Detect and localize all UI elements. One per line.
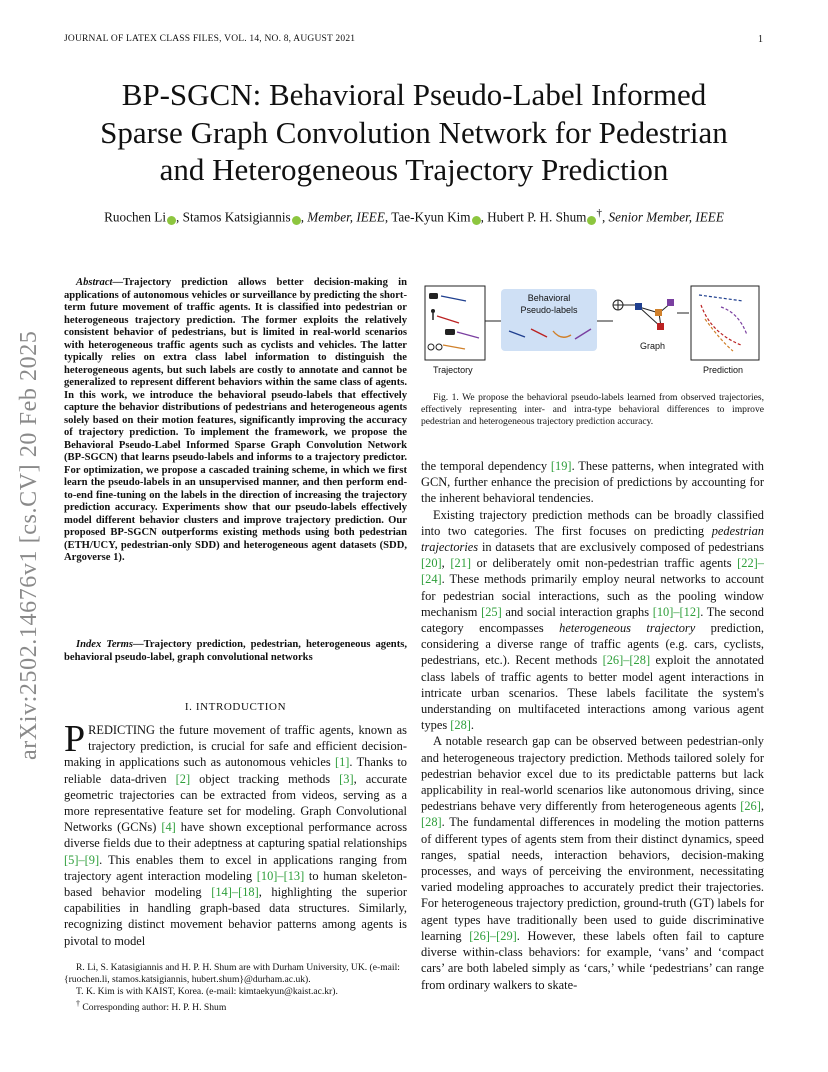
footnote xyxy=(64,998,407,1014)
index-terms-label: Index Terms xyxy=(76,639,134,650)
corresponding-mark: † xyxy=(596,207,602,219)
text-run: the future movement of traffic agents, known as trajectory prediction, is crucial for safe and efficient decision-making in applications such as autonomous vehicles xyxy=(64,723,407,770)
text-run: . The fundamental differences in modeling the motion patterns of different types of agents stem from their distinct dynamics, speed ranges, spatial needs, interaction behaviors, decision-making processes, and ways of perceiving the environment, necessitating varied modeling approaches to accurately predict their trajectories. For heterogeneous trajectory prediction, ground-truth (GT) labels for agent types have traditionally been used to guide discriminative learning xyxy=(421,815,764,943)
citation-link[interactable]: [2] xyxy=(175,771,191,786)
orcid-icon[interactable] xyxy=(472,216,481,225)
bicycle-icon xyxy=(428,344,434,350)
figure-caption: Fig. 1. We propose the behavioral pseudo-labels learned from observed trajectories, effectively representing inter- and intra-type behavioral differences to improve pedestrian and heterogeneous trajectory prediction accuracy. xyxy=(421,392,764,427)
text-run: . xyxy=(470,718,475,733)
text-run: . These methods primarily employ neural networks to account for pedestrian social interactions, such as the pooling window mechanism xyxy=(421,572,764,619)
paragraph xyxy=(421,733,764,992)
figure-label-trajectory: Trajectory xyxy=(433,365,473,375)
abstract xyxy=(64,277,407,565)
text-run: , highlighting the superior capabilities in handling graph-based data structures. Similarly, recognizing distinct movement behavior patterns among agents is pivotal to model xyxy=(64,885,407,948)
predicted-path xyxy=(705,319,733,351)
orcid-icon[interactable] xyxy=(292,216,301,225)
graph-node xyxy=(667,299,674,306)
graph-node xyxy=(657,323,664,330)
author-list: Ruochen Li , Stamos Katsigiannis , Member, IEEE, Tae-Kyun Kim , Hubert P. H. Shum †, Senior Member, IEEE xyxy=(104,207,724,225)
graph-node xyxy=(635,303,642,310)
text-run: . Thanks to reliable data-driven xyxy=(64,755,407,786)
citation-link[interactable]: [4] xyxy=(161,820,176,835)
citation-link[interactable]: [25] xyxy=(481,604,502,619)
citation-link[interactable]: [20] xyxy=(421,556,442,571)
intro-lead: REDICTING xyxy=(88,723,155,737)
citation-link[interactable]: [10]–[13] xyxy=(256,868,305,883)
figure-label-prediction: Prediction xyxy=(703,365,744,375)
title-line: and Heterogeneous Trajectory Prediction xyxy=(159,152,669,187)
pseudo-label-panel xyxy=(501,289,597,351)
text-run: . These patterns, when integrated with GCN, further enhance the precision of predictions by accounting for the inherent behavioral tendencies. xyxy=(421,459,764,506)
text-run: . The second category encompasses xyxy=(421,604,764,636)
text-run: and social interaction graphs xyxy=(501,604,653,619)
running-header: JOURNAL OF LATEX CLASS FILES, VOL. 14, NO. 8, AUGUST 2021 xyxy=(64,34,356,44)
author-role: Member, IEEE xyxy=(307,209,385,225)
arxiv-stamp: arXiv:2502.14676v1 [cs.CV] 20 Feb 2025 xyxy=(16,330,42,760)
bicycle-wheel xyxy=(436,344,442,350)
emphasis: heterogeneous trajectory xyxy=(559,621,696,636)
text-run: , xyxy=(441,556,451,571)
intro-paragraph xyxy=(64,718,408,949)
index-terms xyxy=(64,639,407,664)
citation-link[interactable]: [26] xyxy=(740,799,761,814)
emphasis: pedestrian trajectories xyxy=(421,523,764,555)
text-run: , xyxy=(760,799,764,814)
graph-panel xyxy=(635,299,674,351)
graph-node xyxy=(655,309,662,316)
paragraph xyxy=(421,507,764,734)
predicted-path xyxy=(721,307,747,335)
text-run: prediction, considering a diverse range of traffic agents (e.g. cars, cyclists, pedestrians, etc.). Recent methods xyxy=(421,621,764,668)
right-column-body xyxy=(421,458,764,993)
abstract-text: —Trajectory prediction allows better decision-making in applications of autonomous vehicles or surveillance by predicting the short-term future movement of traffic agents. It is classified into pedestrian or heterogeneous trajectory prediction. The former exploits the relatively consistent behavior of pedestrians, but is limited in real-world scenarios with heterogeneous traffic agents such as cyclists and vehicles. The latter typically relies on extra class label information to distinguish the heterogeneous agents, but such labels are costly to annotate and cannot be generalized to represent different behaviors within the same class of agents. In this work, we introduce the behavioral pseudo-labels that effectively capture the behavior distributions of pedestrians and heterogeneous agents solely based on their motion features, significantly improving the accuracy of trajectory prediction. To implement the framework, we propose the Behavioral Pseudo-Label Informed Sparse Graph Convolution Network (BP-SGCN) that learns pseudo-labels and informs to a trajectory predictor. For optimization, we propose a cascaded training scheme, in which we first learn the pseudo-labels in an unsupervised manner, and then perform end-to-end fine-tuning on the labels in the direction of increasing the trajectory prediction accuracy. Experiments show that our pseudo-labels effectively model different behavior clusters and improve trajectory prediction. Our proposed BP-SGCN outperforms existing methods using both pedestrian (ETH/UCY, pedestrian-only SDD) and heterogeneous agent datasets (SDD, Argoverse 1). xyxy=(64,277,407,563)
prediction-panel xyxy=(691,286,759,375)
trajectory-line xyxy=(441,296,466,301)
paper-title xyxy=(40,76,788,189)
citation-link[interactable]: [5]–[9] xyxy=(64,852,100,867)
author-name: Hubert P. H. Shum xyxy=(487,209,587,225)
figure-1 xyxy=(421,283,764,379)
citation-link[interactable]: [28] xyxy=(450,718,471,733)
citation-link[interactable]: [22]–[24] xyxy=(421,556,764,587)
title-line: Sparse Graph Convolution Network for Pedestrian xyxy=(100,114,728,150)
text-run: , accurate geometric trajectories can be extracted from videos, serving as a more representative feature set for modeling. Graph Convolutional Networks (GCNs) xyxy=(64,771,407,835)
citation-link[interactable]: [19] xyxy=(550,459,572,473)
footnotes xyxy=(64,962,407,1014)
footnote-text: Corresponding author: H. P. H. Shum xyxy=(80,1002,227,1014)
car-icon xyxy=(445,329,455,335)
trajectory-panel xyxy=(425,286,485,375)
text-run: exploit the annotated class labels of traffic agents to better model agent interactions in intricate urban scenarios. These labels facilitate the system's understanding on multifaceted interactions among various agent types xyxy=(421,653,764,733)
citation-link[interactable]: [26]–[29] xyxy=(469,928,517,943)
text-run: to human skeleton-based behavior modeling xyxy=(64,868,408,900)
figure-label-pseudo-labels: Pseudo-labels xyxy=(520,305,578,315)
text-run: A notable research gap can be observed between pedestrian-only and heterogeneous trajectory prediction. Methods tailored solely for pedestrian behavior excel due to its predictable patterns but lack applicability in real-world scenarios like autonomous driving, since pedestrians behave very differently from heterogeneous agents xyxy=(421,734,764,814)
prediction-box xyxy=(691,286,759,360)
text-run: . This enables them to excel in applications ranging from trajectory agent interaction modeling xyxy=(64,852,407,883)
title-line: BP-SGCN: Behavioral Pseudo-Label Informed xyxy=(121,77,707,112)
paragraph xyxy=(421,458,764,507)
citation-link[interactable]: [26]–[28] xyxy=(602,653,651,668)
section-heading: I. INTRODUCTION xyxy=(184,701,287,713)
citation-link[interactable]: [28] xyxy=(421,815,442,830)
trajectory-line xyxy=(443,345,465,349)
author-name: Tae-Kyun Kim xyxy=(391,209,471,225)
citation-link[interactable]: [1] xyxy=(334,755,350,770)
footnote: R. Li, S. Katasigiannis and H. P. H. Shum are with Durham University, UK. (e-mail: {ruochen.li, stamos.katsigiannis, hubert.shum}@durham.ac.uk). xyxy=(64,962,400,985)
text-run: have shown exceptional performance across diverse fields due to their adeptness at capturing spatial relationships xyxy=(64,820,408,851)
orcid-icon[interactable] xyxy=(167,216,176,225)
citation-link[interactable]: [14]–[18] xyxy=(211,885,259,900)
figure-label-behavioral: Behavioral xyxy=(527,293,571,303)
car-icon xyxy=(429,293,438,299)
page-number: 1 xyxy=(758,34,763,45)
text-run: Existing trajectory prediction methods can be broadly classified into two categories. The first focuses on predicting xyxy=(421,507,764,538)
pedestrian-icon xyxy=(431,309,435,313)
author-name: Stamos Katsigiannis xyxy=(182,209,291,225)
index-terms-text: —Trajectory prediction, pedestrian, heterogeneous agents, behavioral pseudo-label, graph convolutional networks xyxy=(64,639,407,663)
text-run: in datasets that are exclusively composed of pedestrians xyxy=(478,540,764,555)
predicted-path xyxy=(699,295,743,301)
citation-link[interactable]: [3] xyxy=(339,771,354,786)
text-run: object tracking methods xyxy=(190,771,340,786)
drop-cap: P xyxy=(64,718,86,760)
figure-label-graph: Graph xyxy=(640,341,666,351)
footnote-mark: † xyxy=(76,999,80,1008)
text-run: the temporal dependency xyxy=(421,459,551,473)
citation-link[interactable]: [10]–[12] xyxy=(652,604,701,619)
trajectory-line xyxy=(437,316,459,323)
trajectory-line xyxy=(457,332,479,338)
abstract-label: Abstract xyxy=(76,277,113,288)
text-run: . However, these labels often fail to capture diverse within-class behaviors: for example, ‘vans’ and ‘compact cars’ are both labeled simply as ‘cars,’ while ‘pedestrians’ can range from ordinary walkers to skate- xyxy=(421,928,764,992)
footnote: T. K. Kim is with KAIST, Korea. (e-mail: kimtaekyun@kaist.ac.kr). xyxy=(76,986,338,997)
text-run: or deliberately omit non-pedestrian traffic agents xyxy=(471,556,738,571)
author-name: Ruochen Li xyxy=(104,209,167,225)
author-role: Senior Member, IEEE xyxy=(608,209,724,225)
citation-link[interactable]: [21] xyxy=(450,556,472,571)
